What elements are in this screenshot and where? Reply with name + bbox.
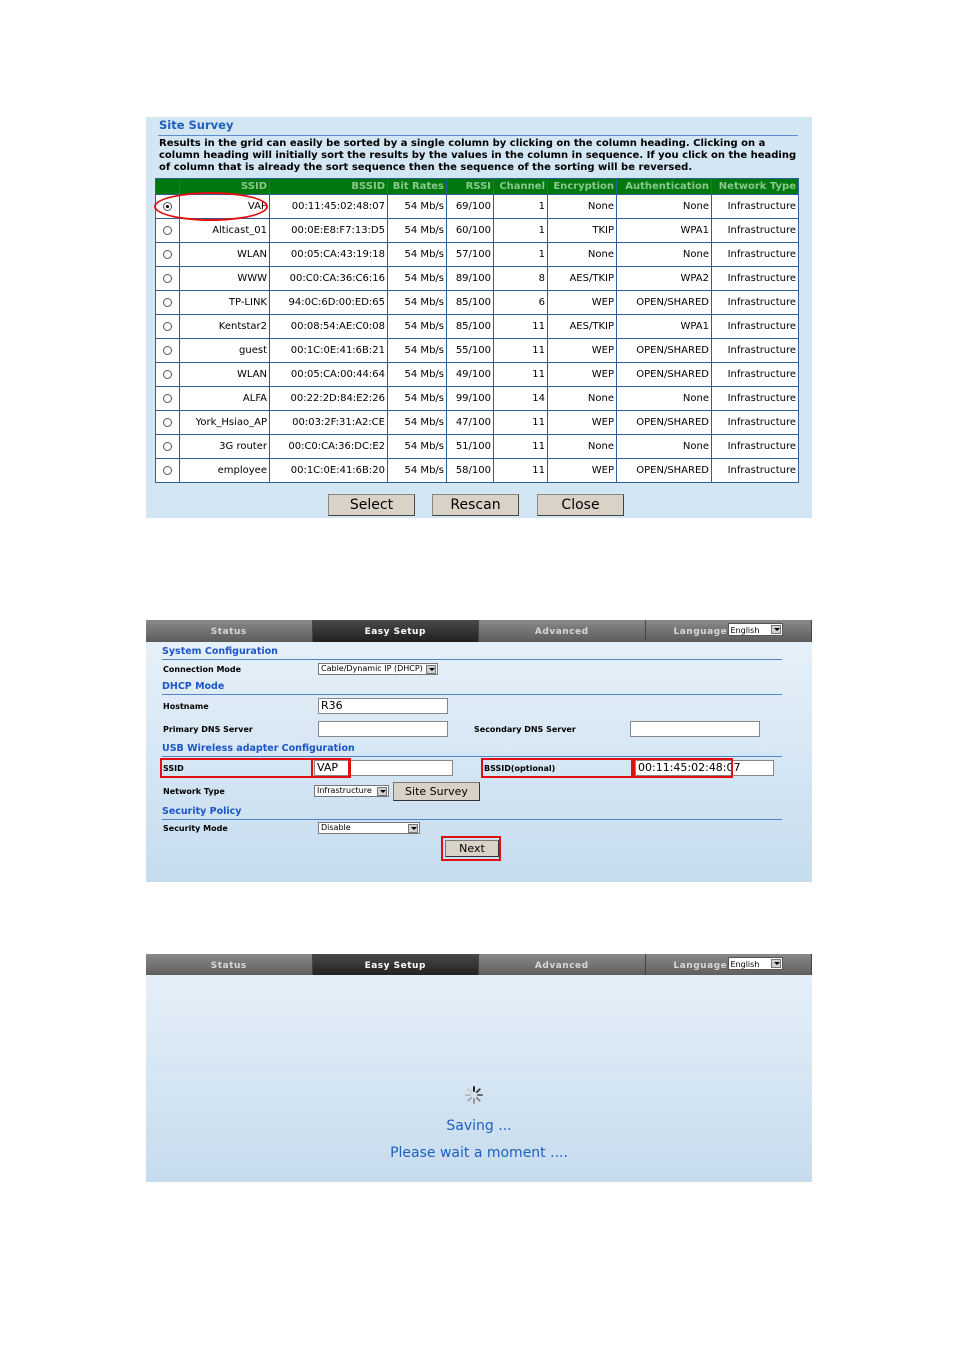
column-header-authentication[interactable]: Authentication <box>617 179 712 195</box>
encryption-cell: AES/TKIP <box>548 267 617 291</box>
section-divider <box>162 819 782 820</box>
saving-panel <box>146 975 812 1182</box>
saving-text: Saving ... <box>446 1118 512 1134</box>
rssi-cell: 57/100 <box>447 243 494 267</box>
authentication-cell: OPEN/SHARED <box>617 363 712 387</box>
bit-rate-cell: 54 Mb/s <box>388 339 447 363</box>
site-survey-description: Results in the grid can easily be sorted by a single column by clicking on the column heading. Clicking on a column heading will initially sort the results by the values in the column in sequence. If you click on the heading of column that is already the sort sequence then the sequence of the sorting will be reversed. <box>159 138 797 173</box>
column-header-rssi[interactable]: RSSI <box>447 179 494 195</box>
network-type-cell: Infrastructure <box>712 243 799 267</box>
rssi-cell: 60/100 <box>447 219 494 243</box>
network-type-value: Infrastructure <box>317 786 372 795</box>
table-header-row <box>156 179 799 195</box>
encryption-cell: None <box>548 243 617 267</box>
chevron-down-icon <box>426 665 436 674</box>
authentication-cell: OPEN/SHARED <box>617 339 712 363</box>
select-radio[interactable] <box>163 322 172 331</box>
authentication-cell: None <box>617 195 712 219</box>
tab-status[interactable]: Status <box>146 620 313 642</box>
encryption-cell: AES/TKIP <box>548 315 617 339</box>
bssid-cell: 94:0C:6D:00:ED:65 <box>270 291 388 315</box>
network-type-label: Network Type <box>163 787 225 796</box>
channel-cell: 1 <box>494 195 548 219</box>
rssi-cell: 99/100 <box>447 387 494 411</box>
secondary-dns-label: Secondary DNS Server <box>474 725 576 734</box>
authentication-cell: OPEN/SHARED <box>617 459 712 483</box>
bit-rate-cell: 54 Mb/s <box>388 411 447 435</box>
row-radio-cell[interactable] <box>156 387 180 411</box>
bssid-cell: 00:03:2F:31:A2:CE <box>270 411 388 435</box>
ssid-cell: WWW <box>180 267 270 291</box>
column-header-bssid[interactable]: BSSID <box>270 179 388 195</box>
column-header-select <box>156 179 180 195</box>
language-select-value: English <box>730 960 760 969</box>
rssi-cell: 55/100 <box>447 339 494 363</box>
network-type-cell: Infrastructure <box>712 459 799 483</box>
tab-advanced[interactable]: Advanced <box>479 620 646 642</box>
table-row[interactable] <box>156 339 799 363</box>
select-radio[interactable] <box>163 418 172 427</box>
row-radio-cell[interactable] <box>156 219 180 243</box>
bssid-value-highlight <box>633 758 733 778</box>
language-select[interactable] <box>728 623 783 636</box>
hostname-input[interactable]: R36 <box>318 698 448 714</box>
site-survey-button[interactable]: Site Survey <box>393 782 480 801</box>
encryption-cell: None <box>548 387 617 411</box>
bit-rate-cell: 54 Mb/s <box>388 459 447 483</box>
security-mode-label: Security Mode <box>163 824 228 833</box>
bssid-cell: 00:C0:CA:36:C6:16 <box>270 267 388 291</box>
section-usb-wireless: USB Wireless adapter Configuration <box>162 743 355 754</box>
network-type-cell: Infrastructure <box>712 291 799 315</box>
row-radio-cell[interactable] <box>156 315 180 339</box>
highlight-circle <box>154 192 268 221</box>
chevron-down-icon <box>408 824 418 833</box>
please-wait-text: Please wait a moment .... <box>390 1145 568 1161</box>
language-area <box>646 620 813 642</box>
title-divider <box>158 135 798 136</box>
authentication-cell: None <box>617 435 712 459</box>
bssid-cell: 00:11:45:02:48:07 <box>270 195 388 219</box>
connection-mode-select[interactable] <box>318 663 438 675</box>
select-radio[interactable] <box>163 274 172 283</box>
section-security-policy: Security Policy <box>162 806 242 817</box>
site-survey-table <box>155 178 799 483</box>
primary-dns-label: Primary DNS Server <box>163 725 253 734</box>
ssid-cell: Alticast_01 <box>180 219 270 243</box>
ssid-cell: ALFA <box>180 387 270 411</box>
security-mode-value: Disable <box>321 823 351 832</box>
ssid-cell: employee <box>180 459 270 483</box>
encryption-cell: WEP <box>548 363 617 387</box>
tab-advanced[interactable]: Advanced <box>479 954 646 976</box>
select-radio[interactable] <box>163 394 172 403</box>
ssid-cell: guest <box>180 339 270 363</box>
bssid-cell: 00:22:2D:84:E2:26 <box>270 387 388 411</box>
tab-status[interactable]: Status <box>146 954 313 976</box>
language-select-value: English <box>730 626 760 635</box>
column-header-channel[interactable]: Channel <box>494 179 548 195</box>
column-header-ssid[interactable]: SSID <box>180 179 270 195</box>
close-button[interactable]: Close <box>537 494 624 516</box>
network-type-select[interactable] <box>314 785 389 797</box>
select-radio[interactable] <box>163 466 172 475</box>
channel-cell: 11 <box>494 435 548 459</box>
select-radio[interactable] <box>163 442 172 451</box>
security-mode-select[interactable] <box>318 822 420 834</box>
table-row[interactable] <box>156 363 799 387</box>
language-area <box>646 954 813 976</box>
hostname-label: Hostname <box>163 702 209 711</box>
rssi-cell: 49/100 <box>447 363 494 387</box>
nav-tabbar <box>146 620 812 642</box>
network-type-cell: Infrastructure <box>712 267 799 291</box>
language-label: Language <box>673 961 728 971</box>
section-system-configuration: System Configuration <box>162 646 278 657</box>
language-select[interactable] <box>728 957 783 970</box>
bssid-cell: 00:05:CA:43:19:18 <box>270 243 388 267</box>
table-row[interactable] <box>156 315 799 339</box>
section-divider <box>162 756 782 757</box>
nav-tabbar-saving <box>146 954 812 976</box>
ssid-cell: York_Hsiao_AP <box>180 411 270 435</box>
encryption-cell: WEP <box>548 339 617 363</box>
network-type-cell: Infrastructure <box>712 195 799 219</box>
bssid-cell: 00:0E:E8:F7:13:D5 <box>270 219 388 243</box>
row-radio-cell[interactable] <box>156 267 180 291</box>
ssid-label: SSID <box>163 764 184 773</box>
next-button[interactable]: Next <box>445 840 499 857</box>
bit-rate-cell: 54 Mb/s <box>388 195 447 219</box>
bit-rate-cell: 54 Mb/s <box>388 315 447 339</box>
row-radio-cell[interactable] <box>156 435 180 459</box>
rssi-cell: 89/100 <box>447 267 494 291</box>
encryption-cell: None <box>548 195 617 219</box>
column-header-encryption[interactable]: Encryption <box>548 179 617 195</box>
secondary-dns-input[interactable] <box>630 721 760 737</box>
select-radio[interactable] <box>163 370 172 379</box>
authentication-cell: OPEN/SHARED <box>617 291 712 315</box>
rssi-cell: 51/100 <box>447 435 494 459</box>
rssi-cell: 58/100 <box>447 459 494 483</box>
bssid-input[interactable]: 00:11:45:02:48:07 <box>635 760 774 776</box>
ssid-cell: Kentstar2 <box>180 315 270 339</box>
row-radio-cell[interactable] <box>156 339 180 363</box>
bit-rate-cell: 54 Mb/s <box>388 363 447 387</box>
select-radio[interactable] <box>163 250 172 259</box>
rescan-button[interactable]: Rescan <box>432 494 519 516</box>
table-row[interactable] <box>156 291 799 315</box>
bssid-cell: 00:1C:0E:41:6B:21 <box>270 339 388 363</box>
bssid-cell: 00:08:54:AE:C0:08 <box>270 315 388 339</box>
authentication-cell: WPA1 <box>617 219 712 243</box>
channel-cell: 8 <box>494 267 548 291</box>
table-row[interactable] <box>156 459 799 483</box>
bit-rate-cell: 54 Mb/s <box>388 387 447 411</box>
channel-cell: 11 <box>494 363 548 387</box>
site-survey-title: Site Survey <box>159 118 234 132</box>
section-divider <box>162 694 782 695</box>
channel-cell: 6 <box>494 291 548 315</box>
authentication-cell: None <box>617 243 712 267</box>
rssi-cell: 85/100 <box>447 291 494 315</box>
row-radio-cell[interactable] <box>156 291 180 315</box>
connection-mode-value: Cable/Dynamic IP (DHCP) <box>321 664 423 673</box>
chevron-down-icon <box>771 625 781 634</box>
chevron-down-icon <box>377 787 387 796</box>
loading-spinner-icon <box>464 1085 484 1105</box>
next-highlight <box>441 836 501 861</box>
table-row[interactable] <box>156 411 799 435</box>
ssid-cell: VAP <box>180 195 270 219</box>
select-radio[interactable] <box>163 226 172 235</box>
rssi-cell: 47/100 <box>447 411 494 435</box>
bit-rate-cell: 54 Mb/s <box>388 219 447 243</box>
channel-cell: 11 <box>494 411 548 435</box>
channel-cell: 14 <box>494 387 548 411</box>
tab-easy-setup[interactable]: Easy Setup <box>313 954 480 976</box>
table-row[interactable] <box>156 267 799 291</box>
bit-rate-cell: 54 Mb/s <box>388 243 447 267</box>
channel-cell: 1 <box>494 219 548 243</box>
select-button[interactable]: Select <box>328 494 415 516</box>
bssid-label: BSSID(optional) <box>484 764 556 773</box>
ssid-value-highlight <box>311 758 351 778</box>
chevron-down-icon <box>771 959 781 968</box>
row-radio-cell[interactable] <box>156 363 180 387</box>
bit-rate-cell: 54 Mb/s <box>388 267 447 291</box>
network-type-cell: Infrastructure <box>712 435 799 459</box>
encryption-cell: TKIP <box>548 219 617 243</box>
authentication-cell: None <box>617 387 712 411</box>
select-radio[interactable] <box>163 346 172 355</box>
network-type-cell: Infrastructure <box>712 339 799 363</box>
encryption-cell: WEP <box>548 291 617 315</box>
rssi-cell: 69/100 <box>447 195 494 219</box>
bit-rate-cell: 54 Mb/s <box>388 435 447 459</box>
network-type-cell: Infrastructure <box>712 315 799 339</box>
network-type-cell: Infrastructure <box>712 363 799 387</box>
tab-easy-setup[interactable]: Easy Setup <box>313 620 480 642</box>
network-type-cell: Infrastructure <box>712 387 799 411</box>
ssid-input[interactable]: VAP <box>314 760 453 776</box>
rssi-cell: 85/100 <box>447 315 494 339</box>
bit-rate-cell: 54 Mb/s <box>388 291 447 315</box>
section-divider <box>162 659 782 660</box>
ssid-cell: TP-LINK <box>180 291 270 315</box>
network-type-cell: Infrastructure <box>712 219 799 243</box>
bssid-cell: 00:C0:CA:36:DC:E2 <box>270 435 388 459</box>
channel-cell: 11 <box>494 339 548 363</box>
primary-dns-input[interactable] <box>318 721 448 737</box>
table-row[interactable] <box>156 243 799 267</box>
channel-cell: 1 <box>494 243 548 267</box>
ssid-cell: WLAN <box>180 243 270 267</box>
encryption-cell: None <box>548 435 617 459</box>
encryption-cell: WEP <box>548 411 617 435</box>
table-row[interactable] <box>156 387 799 411</box>
language-label: Language <box>673 627 728 637</box>
column-header-bit-rates[interactable]: Bit Rates <box>388 179 447 195</box>
row-radio-cell[interactable] <box>156 411 180 435</box>
bssid-cell: 00:1C:0E:41:6B:20 <box>270 459 388 483</box>
connection-mode-label: Connection Mode <box>163 665 242 674</box>
authentication-cell: OPEN/SHARED <box>617 411 712 435</box>
table-row[interactable] <box>156 219 799 243</box>
channel-cell: 11 <box>494 315 548 339</box>
authentication-cell: WPA1 <box>617 315 712 339</box>
section-dhcp-mode: DHCP Mode <box>162 681 225 692</box>
table-row[interactable] <box>156 435 799 459</box>
ssid-cell: WLAN <box>180 363 270 387</box>
encryption-cell: WEP <box>548 459 617 483</box>
easy-setup-panel <box>146 642 812 882</box>
bssid-label-highlight <box>481 758 633 778</box>
site-survey-panel <box>146 117 812 518</box>
channel-cell: 11 <box>494 459 548 483</box>
select-radio[interactable] <box>163 298 172 307</box>
row-radio-cell[interactable] <box>156 243 180 267</box>
ssid-cell: 3G router <box>180 435 270 459</box>
bssid-cell: 00:05:CA:00:44:64 <box>270 363 388 387</box>
network-type-cell: Infrastructure <box>712 411 799 435</box>
column-header-network-type[interactable]: Network Type <box>712 179 799 195</box>
authentication-cell: WPA2 <box>617 267 712 291</box>
row-radio-cell[interactable] <box>156 459 180 483</box>
